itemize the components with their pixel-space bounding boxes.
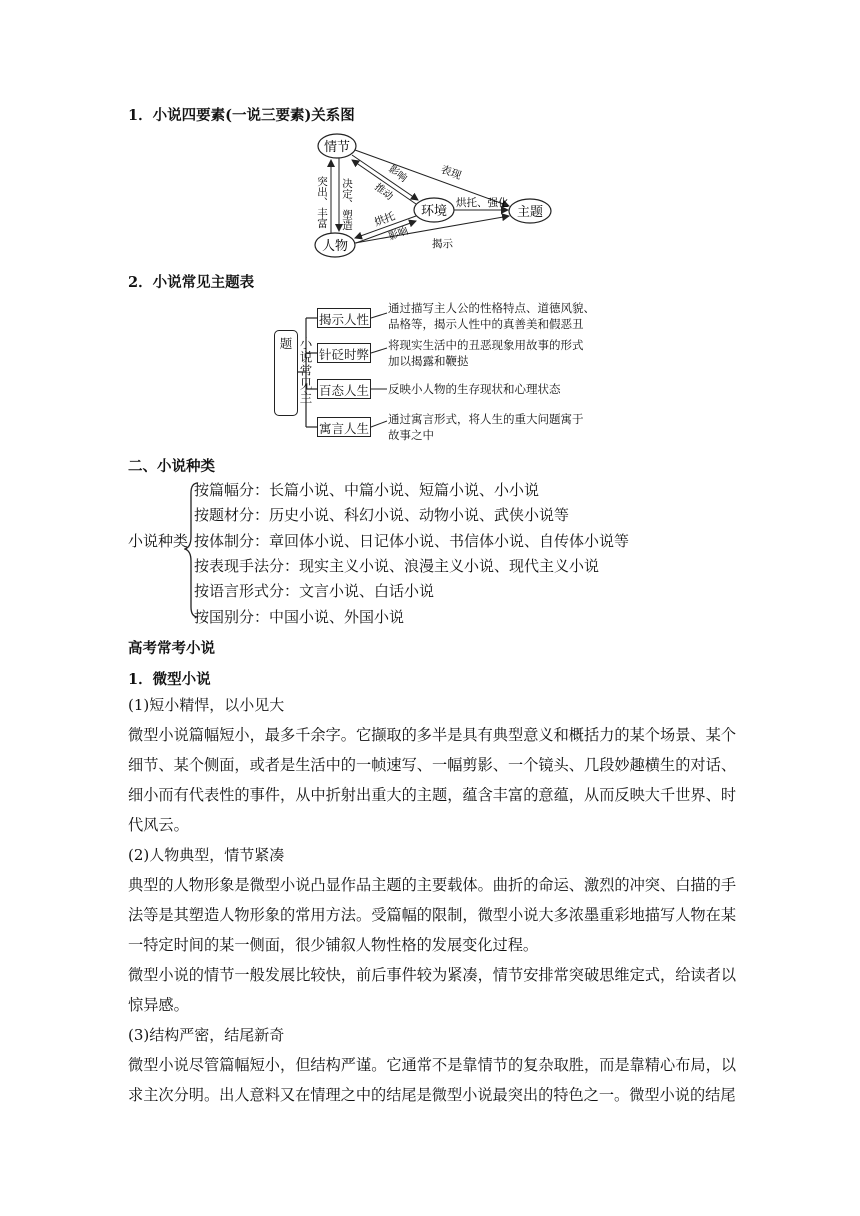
- edge-plot-theme-label: 表现: [438, 163, 463, 183]
- novel-type-item-2: 按题材分：历史小说、科幻小说、动物小说、武侠小说等: [194, 506, 570, 524]
- point-2-paragraph: 典型的人物形象是微型小说凸显作品主题的主要载体。曲折的命运、激烈的冲突、白描的手法等是其塑造人物形象的常用方法。受篇幅的限制，微型小说大多浓墨重彩地描写人物在某一特定时间的某一侧面，很少铺叙人物性格的发展变化过程。: [128, 876, 736, 954]
- node-character-label: 人物: [321, 239, 349, 254]
- novel-types-root: 小说种类: [128, 532, 189, 550]
- point-1-paragraph: 微型小说篇幅短小，最多千余字。它撷取的多半是具有典型意义和概括力的某个场景、某个细节、某个侧面，或者是生活中的一帧速写、一幅剪影、一个镜头、几段妙趣横生的对话、细小而有代表性的事件，从中折射出重大的主题，蕴含丰富的意蕴，从而反映大千世界、时代风云。: [128, 726, 736, 834]
- edge-char-plot-label: 突出、丰富: [316, 176, 328, 229]
- section-title-novel-types: 二、小说种类: [128, 458, 215, 475]
- section-title-exam-novels: 高考常考小说: [128, 640, 215, 657]
- novel-type-item-6: 按国别分：中国小说、外国小说: [194, 608, 405, 626]
- elements-relationship-diagram: [0, 128, 860, 288]
- section-title-themes: 2．小说常见主题表: [128, 274, 255, 291]
- theme-item-4-desc-line2: 故事之中: [388, 428, 434, 442]
- theme-item-2-label: 针砭时弊: [318, 347, 369, 362]
- point-3-paragraph: 微型小说尽管篇幅短小，但结构严谨。它通常不是靠情节的复杂取胜，而是靠精心布局，以求主次分明。出人意料又在情理之中的结尾是微型小说最突出的特色之一。微型小说的结尾: [128, 1056, 736, 1104]
- theme-item-2-box: [317, 343, 371, 363]
- theme-item-1-desc: [388, 300, 595, 332]
- theme-item-1-label: 揭示人性: [318, 312, 369, 327]
- point-2-heading: (2)人物典型，情节紧凑: [128, 846, 285, 864]
- subsection-title-micro-novel: 1．微型小说: [128, 671, 211, 688]
- theme-item-2-desc: [388, 337, 584, 369]
- novel-type-item-4: 按表现手法分：现实主义小说、浪漫主义小说、现代主义小说: [194, 557, 600, 575]
- point-3-heading: (3)结构严密，结尾新奇: [128, 1026, 285, 1044]
- edge-plot-char-label: 决定、塑造: [341, 178, 353, 231]
- edge-env-char-a-label: 烘托: [372, 210, 397, 229]
- theme-item-1-box: [317, 308, 371, 328]
- theme-item-3-box: [317, 379, 371, 399]
- edge-env-theme-label: 烘托、强化: [456, 197, 509, 209]
- theme-item-4-box: [317, 417, 371, 437]
- novel-type-item-5: 按语言形式分：文言小说、白话小说: [194, 582, 435, 600]
- point-1-heading: (1)短小精悍，以小见大: [128, 696, 285, 714]
- novel-type-item-1: 按篇幅分：长篇小说、中篇小说、短篇小说、小小说: [194, 481, 540, 499]
- node-plot-label: 情节: [323, 140, 351, 155]
- novel-types-brace: [184, 481, 204, 621]
- node-theme-label: 主题: [516, 205, 544, 220]
- theme-item-3-label: 百态人生: [318, 383, 369, 398]
- edge-plot-env-b-label: 影响: [386, 163, 409, 185]
- node-environment-label: 环境: [420, 204, 448, 219]
- edge-env-char-b-label: 影响: [387, 225, 410, 243]
- theme-item-4-label: 寓言人生: [318, 421, 369, 436]
- theme-item-4-desc: [388, 411, 584, 443]
- theme-item-3-desc-line1: 反映小人物的生存现状和心理状态: [388, 382, 561, 396]
- theme-item-1-desc-line1: 通过描写主人公的性格特点、道德风貌、: [388, 301, 595, 315]
- theme-item-1-desc-line2: 品格等，揭示人性中的真善美和假恶丑: [388, 317, 584, 331]
- edge-character-theme-label: 揭示: [432, 238, 453, 250]
- theme-item-2-desc-line1: 将现实生活中的丑恶现象用故事的形式: [388, 338, 584, 352]
- novel-type-item-3: 按体制分：章回体小说、日记体小说、书信体小说、自传体小说等: [194, 532, 630, 550]
- theme-item-2-desc-line2: 加以揭露和鞭挞: [388, 354, 469, 368]
- theme-root-label: 小说常见主题: [278, 337, 313, 405]
- edge-plot-env-a-label: 推动: [372, 181, 395, 203]
- theme-item-4-desc-line1: 通过寓言形式，将人生的重大问题寓于: [388, 412, 584, 426]
- section-title-relationship: 1．小说四要素(一说三要素)关系图: [128, 107, 355, 124]
- theme-item-3-desc: [388, 381, 561, 397]
- point-2-paragraph-b: 微型小说的情节一般发展比较快，前后事件较为紧凑，情节安排常突破思维定式，给读者以惊异感。: [128, 966, 736, 1014]
